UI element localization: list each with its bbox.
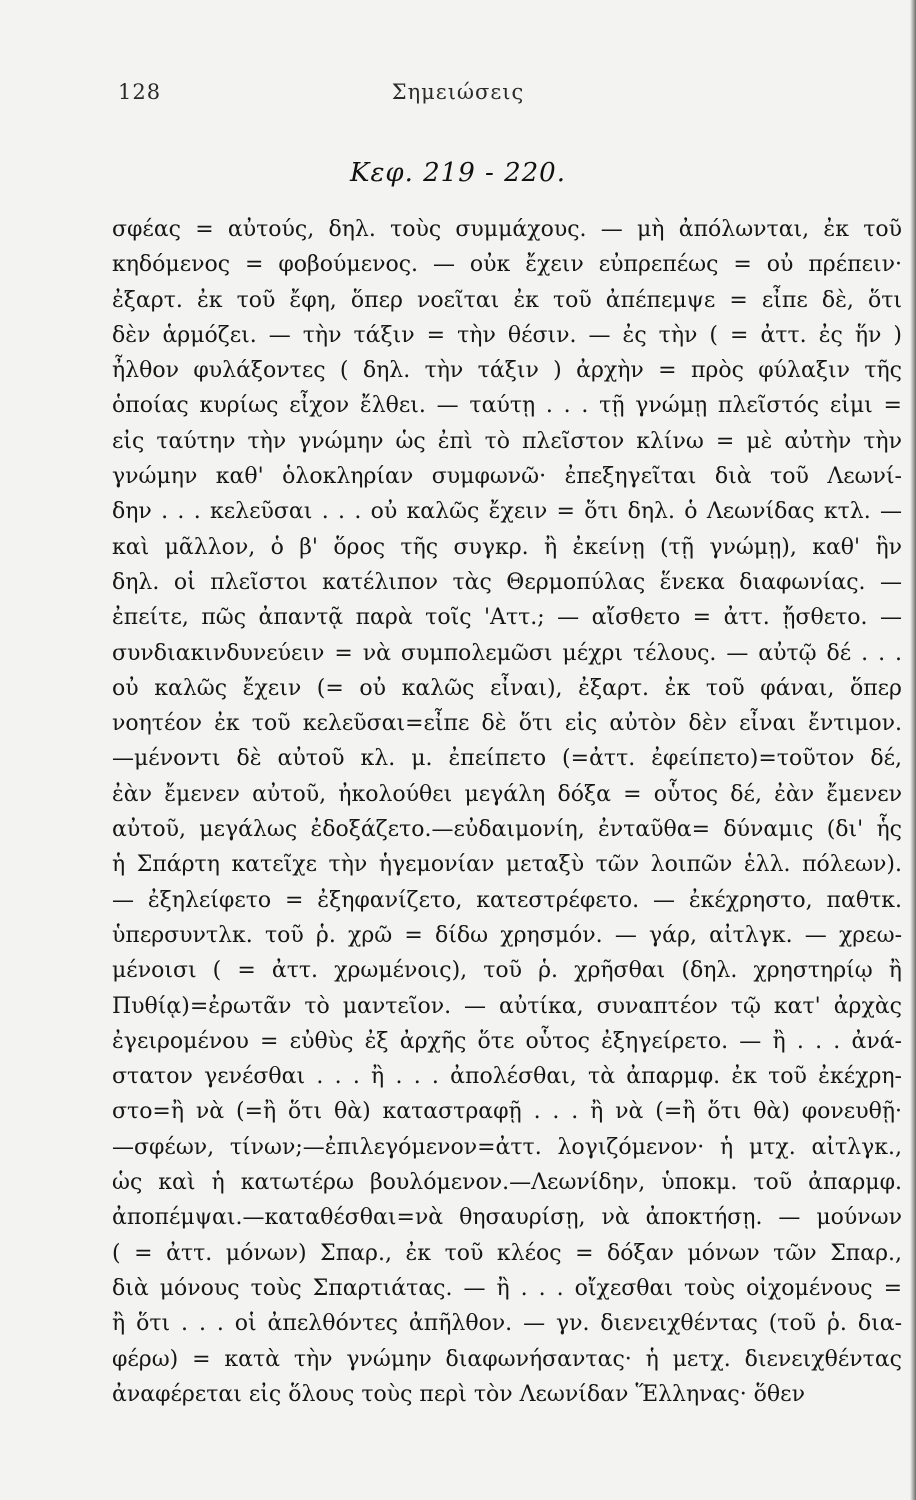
text-line: ἀποπέμψαι.—καταθέσθαι=νὰ θησαυρίσῃ, νὰ ἀποκτήσῃ. — μούνων [112, 1205, 902, 1231]
text-line: ὁποίας κυρίως εἶχον ἔλθει. — ταύτῃ . . . τῇ γνώμῃ πλεῖστός εἰμι = [112, 393, 902, 419]
text-line: μένοισι ( = ἀττ. χρωμένοις), τοῦ ῥ. χρῆσθαι (δηλ. χρηστηρίῳ ἢ [112, 958, 902, 984]
page-number: 128 [118, 80, 162, 104]
text-line: σφέας = αὐτούς, δηλ. τοὺς συμμάχους. — μὴ ἀπόλωνται, ἐκ τοῦ [112, 217, 902, 242]
text-line: στατον γενέσθαι . . . ἢ . . . ἀπολέσθαι, τὰ ἀπαρμφ. ἐκ τοῦ ἐκέχρη- [112, 1064, 902, 1090]
text-line: ἦλθον φυλάξοντες ( δηλ. τὴν τάξιν ) ἀρχὴν = πρὸς φύλαξιν τῆς [112, 358, 902, 384]
text-line: κηδόμενος = φοβούμενος. — οὐκ ἔχειν εὐπρεπέως = οὐ πρέπειν· [112, 252, 902, 278]
text-line: ἀναφέρεται εἰς ὅλους τοὺς περὶ τὸν Λεωνίδαν Ἕλληνας· ὅθεν [112, 1381, 805, 1407]
running-title: Σημειώσεις [391, 80, 525, 104]
text-line: ἐπείτε, πῶς ἀπαντᾷ παρὰ τοῖς 'Αττ.; — αἴσθετο = ἀττ. ᾔσθετο. — [112, 605, 902, 631]
page-edge-shadow [910, 0, 916, 1500]
text-line: ( = ἀττ. μόνων) Σπαρ., ἐκ τοῦ κλέος = δόξαν μόνων τῶν Σπαρ., [112, 1240, 902, 1266]
text-line: νοητέον ἐκ τοῦ κελεῦσαι=εἶπε δὲ ὅτι εἰς αὐτὸν δὲν εἶναι ἔντιμον. [112, 711, 902, 737]
text-line: δὲν ἁρμόζει. — τὴν τάξιν = τὴν θέσιν. — ἐς τὴν ( = ἀττ. ἐς ἥν ) [112, 322, 902, 348]
text-line: ὑπερσυντλκ. τοῦ ῥ. χρῶ = δίδω χρησμόν. — γάρ, αἰτλγκ. — χρεω- [112, 922, 902, 948]
text-line: Πυθίᾳ)=ἐρωτᾶν τὸ μαντεῖον. — αὐτίκα, συναπτέον τῷ κατ' ἀρχὰς [112, 993, 902, 1019]
text-line: αὐτοῦ, μεγάλως ἐδοξάζετο.—εὐδαιμονίη, ἐνταῦθα= δύναμις (δι' ἧς [112, 817, 902, 843]
commentary-text [112, 212, 902, 1412]
text-line: —σφέων, τίνων;—ἐπιλεγόμενον=ἀττ. λογιζόμενον· ἡ μτχ. αἰτλγκ., [112, 1134, 902, 1160]
text-line: ἡ Σπάρτη κατεῖχε τὴν ἡγεμονίαν μεταξὺ τῶν λοιπῶν ἑλλ. πόλεων). [112, 852, 902, 878]
text-line: δηλ. οἱ πλεῖστοι κατέλιπον τὰς Θερμοπύλας ἕνεκα διαφωνίας. — [112, 569, 902, 595]
text-line: στο=ἢ νὰ (=ἢ ὅτι θὰ) καταστραφῇ . . . ἢ νὰ (=ἢ ὅτι θὰ) φονευθῇ· [112, 1099, 902, 1125]
text-line: ὡς καὶ ἡ κατωτέρω βουλόμενον.—Λεωνίδην, ὑποκμ. τοῦ ἀπαρμφ. [112, 1170, 902, 1196]
text-line: φέρω) = κατὰ τὴν γνώμην διαφωνήσαντας· ἡ μετχ. διενειχθέντας [112, 1346, 902, 1372]
text-line: — ἐξηλείφετο = ἐξηφανίζετο, κατεστρέφετο. — ἐκέχρηστο, παθτκ. [112, 887, 902, 913]
text-line: διὰ μόνους τοὺς Σπαρτιάτας. — ἢ . . . οἴχεσθαι τοὺς οἰχομένους = [112, 1275, 902, 1301]
text-line: συνδιακινδυνεύειν = νὰ συμπολεμῶσι μέχρι τέλους. — αὐτῷ δέ . . . [112, 640, 902, 666]
text-line: ἢ ὅτι . . . οἱ ἀπελθόντες ἀπῆλθον. — γν. διενειχθέντας (τοῦ ῥ. δια- [112, 1311, 902, 1337]
text-line: ἐξαρτ. ἐκ τοῦ ἔφη, ὅπερ νοεῖται ἐκ τοῦ ἀπέπεμψε = εἶπε δὲ, ὅτι [112, 287, 902, 313]
text-line: ἐγειρομένου = εὐθὺς ἐξ ἀρχῆς ὅτε οὗτος ἐξηγείρετο. — ἢ . . . ἀνά- [112, 1028, 902, 1054]
section-heading: Κεφ. 219 - 220. [350, 158, 566, 188]
text-line: οὐ καλῶς ἔχειν (= οὐ καλῶς εἶναι), ἐξαρτ. ἐκ τοῦ φάναι, ὅπερ [112, 675, 902, 701]
text-line: ἐὰν ἔμενεν αὐτοῦ, ἠκολούθει μεγάλη δόξα = οὗτος δέ, ἐὰν ἔμενεν [112, 781, 902, 807]
text-line: γνώμην καθ' ὁλοκληρίαν συμφωνῶ· ἐπεξηγεῖται διὰ τοῦ Λεωνί- [112, 464, 902, 490]
text-line: δην . . . κελεῦσαι . . . οὐ καλῶς ἔχειν = ὅτι δηλ. ὁ Λεωνίδας κτλ. — [112, 499, 902, 525]
text-line: καὶ μᾶλλον, ὁ β' ὅρος τῆς συγκρ. ἢ ἐκείνῃ (τῇ γνώμῃ), καθ' ἣν [112, 534, 902, 560]
text-line: εἰς ταύτην τὴν γνώμην ὡς ἐπὶ τὸ πλεῖστον κλίνω = μὲ αὐτὴν τὴν [112, 428, 902, 454]
text-line: —μένοντι δὲ αὐτοῦ κλ. μ. ἐπείπετο (=ἀττ. ἐφείπετο)=τοῦτον δέ, [112, 746, 902, 772]
